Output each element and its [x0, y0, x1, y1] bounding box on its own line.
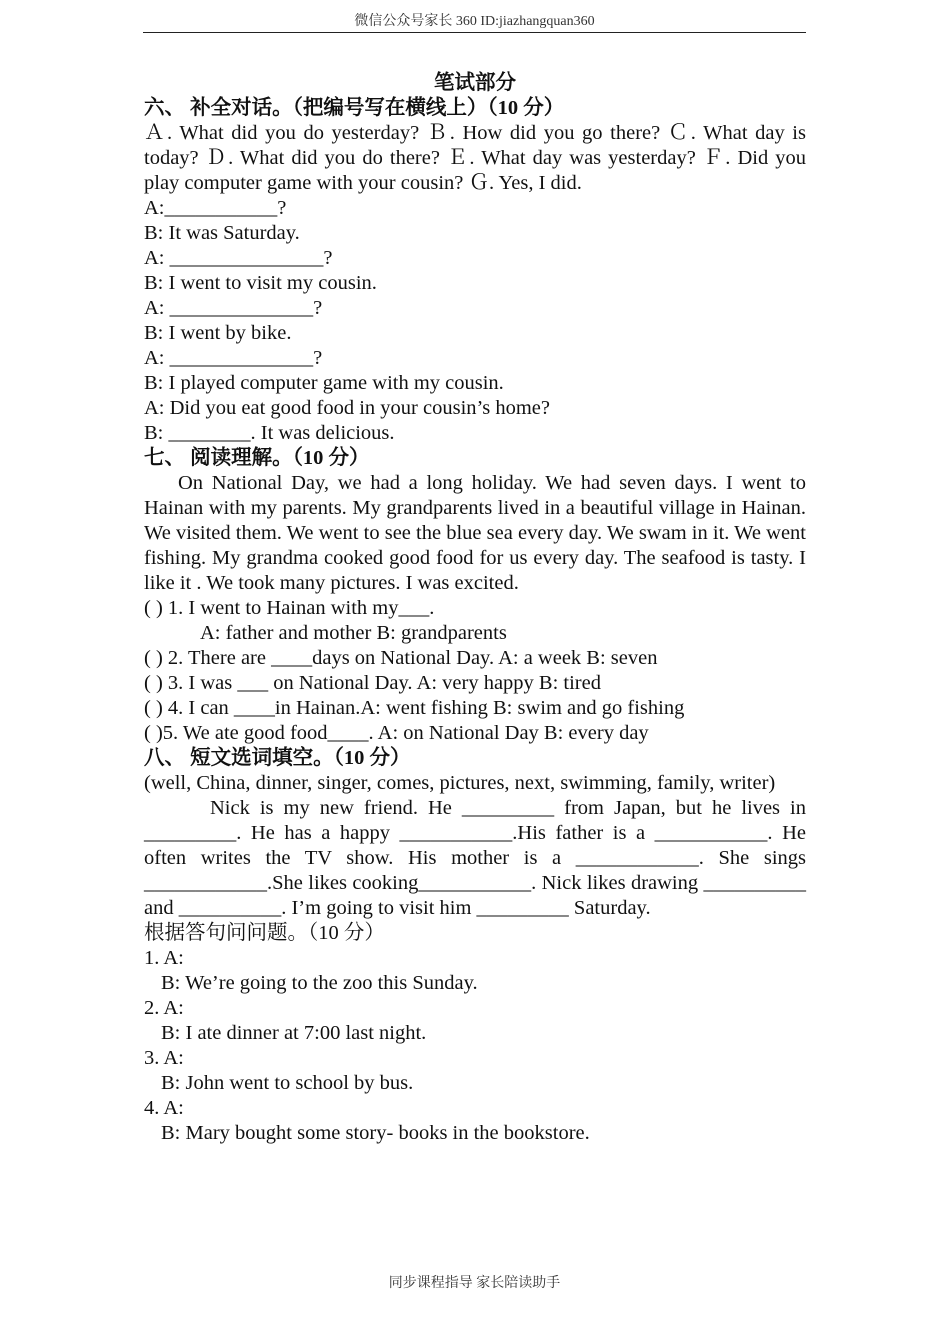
dialogue-line: A: _______________? [144, 247, 333, 269]
dialogue-line: B: I played computer game with my cousin. [144, 372, 504, 394]
answer-line: B: Mary bought some story- books in the bookstore. [161, 1122, 590, 1144]
question-item: ( )5. We ate good food____. A: on National Day B: every day [144, 722, 649, 744]
dialogue-line: B: It was Saturday. [144, 222, 300, 244]
answer-line: B: I ate dinner at 7:00 last night. [161, 1022, 427, 1044]
reading-passage: On National Day, we had a long holiday. We had seven days. I went to Hainan with my parents. My grandparents lived in a beautiful village in Hainan. We visited them. We went to see the blue sea every day. We swam in it. We went fishing. My grandma cooked good food for us every day. The seafood is tasty. I like it . We took many pictures. I was excited. [144, 472, 806, 594]
page-footer: 同步课程指导 家长陪读助手 [388, 1276, 561, 1291]
dialogue-line: A: ______________? [144, 297, 323, 319]
question-prompt: 1. A: [144, 947, 184, 969]
dialogue-line: A:___________? [144, 197, 287, 219]
question-item: ( ) 3. I was ___ on National Day. A: very happy B: tired [144, 672, 601, 694]
page-title: 笔试部分 [434, 72, 516, 94]
dialogue-line: A: Did you eat good food in your cousin’s home? [144, 397, 550, 419]
dialogue-line: B: I went by bike. [144, 322, 292, 344]
question-prompt: 3. A: [144, 1047, 184, 1069]
section-6-heading: 六、 补全对话。（把编号写在横线上）（10 分） [144, 97, 565, 119]
question-item: ( ) 1. I went to Hainan with my___. [144, 597, 435, 619]
dialogue-line: B: ________. It was delicious. [144, 422, 395, 444]
question-item: ( ) 4. I can ____in Hainan.A: went fishing B: swim and go fishing [144, 697, 685, 719]
worksheet-content [144, 70, 806, 1146]
dialogue-line: B: I went to visit my cousin. [144, 272, 377, 294]
question-prompt: 2. A: [144, 997, 184, 1019]
cloze-passage: Nick is my new friend. He _________ from Japan, but he lives in _________. He has a happy ___________.His father is a ___________. He often writes the TV show. His mother is a ____________. She sings ____________.She likes cooking___________. Nick likes drawing __________ and __________. I’m going to visit him _________ Saturday. [144, 797, 806, 919]
section-8-heading: 八、 短文选词填空。（10 分） [144, 747, 411, 769]
section-9-heading: 根据答句问问题。（10 分） [144, 922, 385, 944]
question-choices: A: father and mother B: grandparents [200, 622, 507, 644]
page-header: 微信公众号家长 360 ID:jiazhangquan360 [143, 10, 806, 33]
section-7-heading: 七、 阅读理解。（10 分） [144, 447, 370, 469]
question-prompt: 4. A: [144, 1097, 184, 1119]
word-bank: (well, China, dinner, singer, comes, pictures, next, swimming, family, writer) [144, 772, 776, 794]
answer-line: B: We’re going to the zoo this Sunday. [161, 972, 478, 994]
question-item: ( ) 2. There are ____days on National Day. A: a week B: seven [144, 647, 658, 669]
dialogue-line: A: ______________? [144, 347, 323, 369]
section-6-options: Ａ. What did you do yesterday? Ｂ. How did you go there? Ｃ. What day is today? Ｄ. What did you do there? Ｅ. What day was yesterday? Ｆ. Did you play computer game with your cousin? Ｇ. Yes, I did. [144, 122, 806, 194]
answer-line: B: John went to school by bus. [161, 1072, 414, 1094]
